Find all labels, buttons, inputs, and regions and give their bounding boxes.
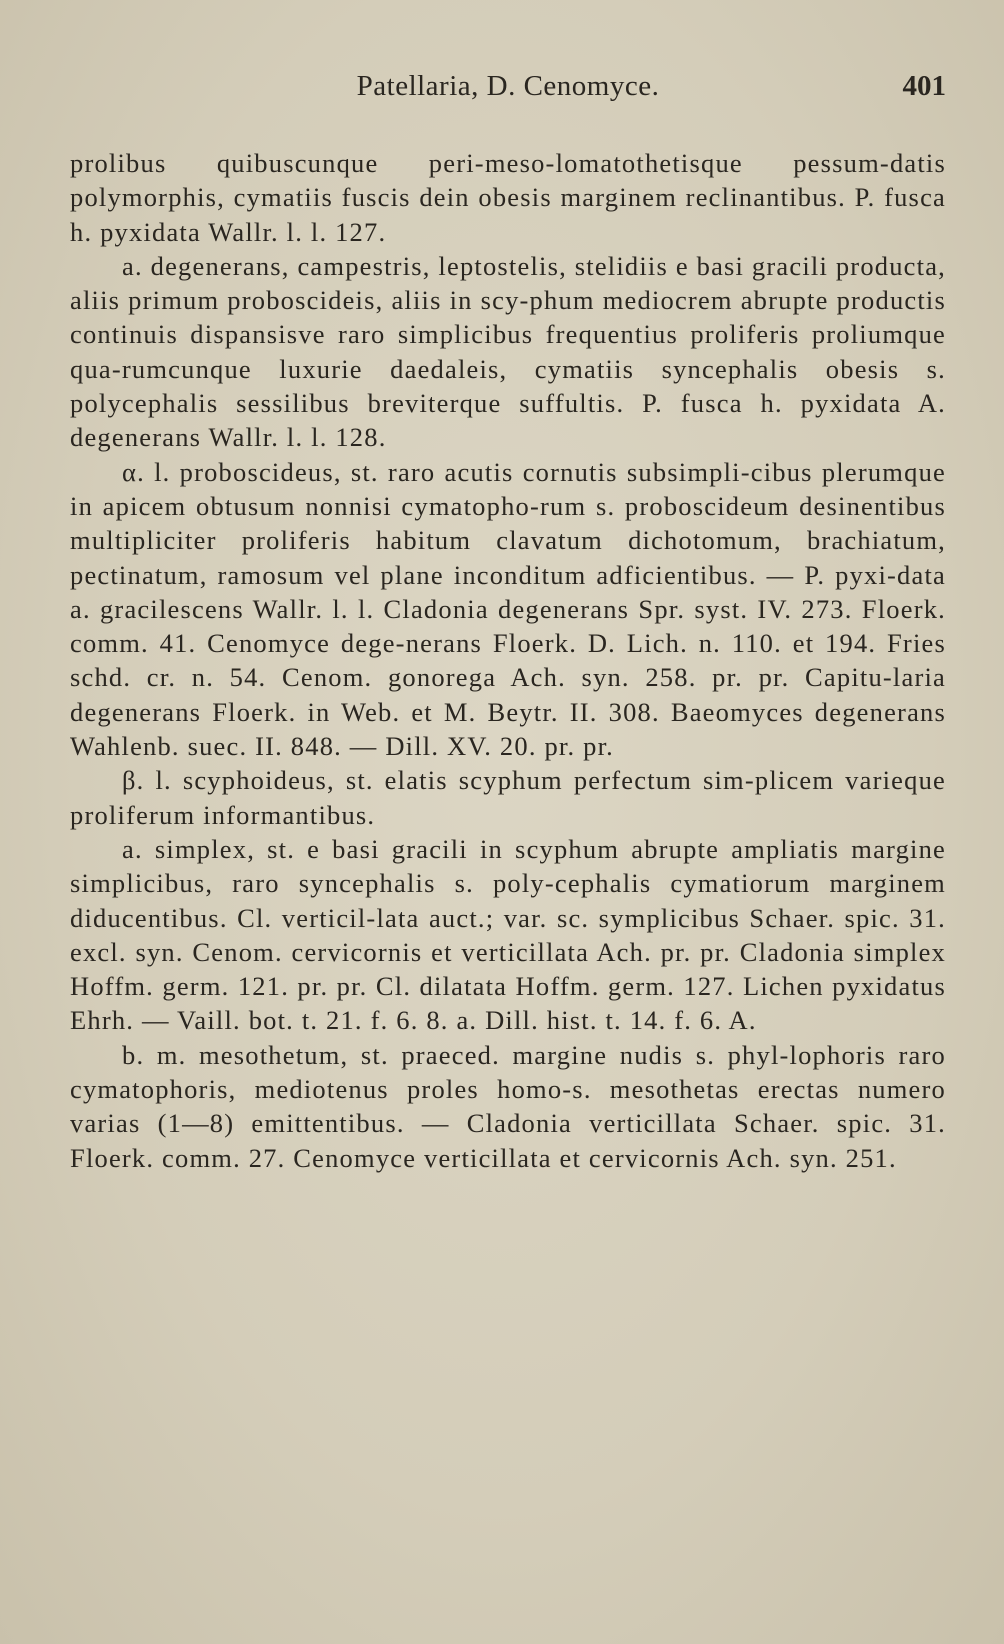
running-head: Patellaria, D. Cenomyce. <box>356 70 660 102</box>
page-number: 401 <box>902 70 946 102</box>
paragraph-degenerans: a. degenerans, campestris, leptostelis, stelidiis e basi gracili producta, aliis primum proboscideis, aliis in scy-phum mediocrem abrupte productis continuis dispansisve raro simplicibus frequentius proliferis proliumque qua-rumcunque luxurie daedaleis, cymatiis syncephalis obesis s. polycephalis sessilibus breviterque suffultis. P. fusca h. pyxidata A. degenerans Wallr. l. l. 128. <box>70 250 946 453</box>
paragraph-scyphoideus: β. l. scyphoideus, st. elatis scyphum perfectum sim-plicem varieque proliferum informantibus. <box>70 765 946 830</box>
paragraph-mesothetum: b. m. mesothetum, st. praeced. margine nudis s. phyl-lophoris raro cymatophoris, mediotenus proles homo-s. mesothetas erectas numero varias (1—8) emittentibus. — Cladonia verticillata Schaer. spic. 31. Floerk. comm. 27. Cenomyce verticillata et cervicornis Ach. syn. 251. <box>70 1039 946 1173</box>
page-header <box>70 70 946 114</box>
paragraph-proboscideus: α. l. proboscideus, st. raro acutis cornutis subsimpli-cibus plerumque in apicem obtusum nonnisi cymatopho-rum s. proboscideum desinentibus multipliciter proliferis habitum clavatum dichotomum, brachiatum, pectinatum, ramosum vel plane inconditum adficientibus. — P. pyxi-data a. gracilescens Wallr. l. l. Cladonia degenerans Spr. syst. IV. 273. Floerk. comm. 41. Cenomyce dege-nerans Floerk. D. Lich. n. 110. et 194. Fries schd. cr. n. 54. Cenom. gonorega Ach. syn. 258. pr. pr. Capitu-laria degenerans Floerk. in Web. et M. Beytr. II. 308. Baeomyces degenerans Wahlenb. suec. II. 848. — Dill. XV. 20. pr. pr. <box>70 456 946 762</box>
paragraph-intro: prolibus quibuscunque peri-meso-lomatothetisque pessum-datis polymorphis, cymatiis fuscis dein obesis marginem reclinantibus. P. fusca h. pyxidata Wallr. l. l. 127. <box>70 148 946 247</box>
paragraph-simplex: a. simplex, st. e basi gracili in scyphum abrupte ampliatis margine simplicibus, raro syncephalis s. poly-cephalis cymatiorum marginem diducentibus. Cl. verticil-lata auct.; var. sc. symplicibus Schaer. spic. 31. excl. syn. Cenom. cervicornis et verticillata Ach. pr. pr. Cladonia simplex Hoffm. germ. 121. pr. pr. Cl. dilatata Hoffm. germ. 127. Lichen pyxidatus Ehrh. — Vaill. bot. t. 21. f. 6. 8. a. Dill. hist. t. 14. f. 6. A. <box>70 833 946 1036</box>
body-text <box>70 146 946 1175</box>
